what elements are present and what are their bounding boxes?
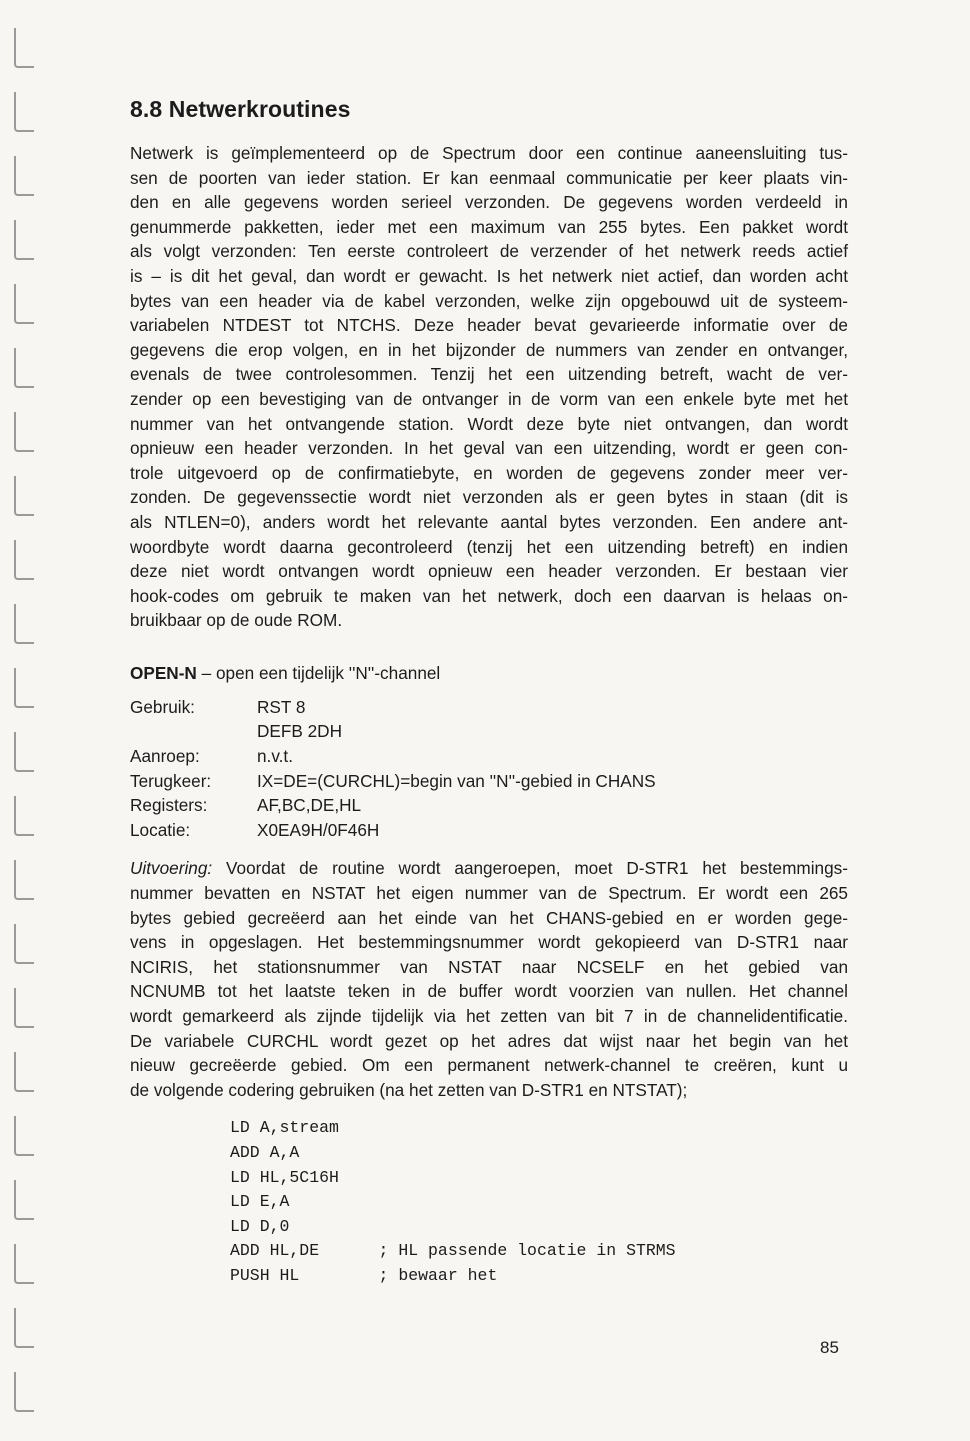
binding-mark — [14, 220, 34, 260]
binding-marks — [14, 0, 44, 1441]
text-line: zonden. De gegevenssectie wordt niet verzonden als er geen bytes in staan (dit is — [130, 487, 848, 508]
page-content — [130, 96, 848, 1289]
text-line: als NTLEN=0), anders wordt het relevante aantal bytes verzonden. Een andere ant- — [130, 511, 848, 532]
uitvoering-label: Uitvoering: — [130, 858, 213, 879]
code-listing — [230, 1116, 848, 1288]
text-line: variabelen NTDEST tot NTCHS. Deze header bevat gevarieerde informatie over de — [130, 315, 848, 336]
routine-name: OPEN-N — [130, 662, 197, 683]
routine-description: – open een tijdelijk ''N''-channel — [196, 662, 441, 683]
text-line: De variabele CURCHL wordt gezet op het adres dat wijst naar het begin van het — [130, 1030, 848, 1051]
spec-row — [130, 769, 656, 794]
binding-mark — [14, 1180, 34, 1220]
binding-mark — [14, 668, 34, 708]
text-line: nummer bevatten en NSTAT het eigen nummer van de Spectrum. Er wordt een 265 — [130, 883, 848, 904]
text-line — [130, 856, 848, 881]
spec-label: Gebruik: — [130, 696, 195, 717]
code-line: ADD A,A — [230, 1142, 300, 1162]
text-line: wordt gemarkeerd als zijnde tijdelijk via het zetten van bit 7 in de channelidentificatie. — [130, 1006, 848, 1026]
text-line: den en alle gegevens worden serieel verzonden. De gegevens worden verdeeld in — [130, 192, 848, 213]
routine-spec-table — [130, 695, 656, 843]
binding-mark — [14, 348, 34, 388]
text-line: zender op een bevestiging van de ontvanger in de vorm van een enkele byte met het — [130, 388, 848, 409]
text-line: trole uitgevoerd op de confirmatiebyte, en worden de gegevens zonder meer ver- — [130, 462, 848, 483]
binding-mark — [14, 1116, 34, 1156]
code-line: LD A,stream — [230, 1118, 339, 1138]
text-line: deze niet wordt ontvangen wordt opnieuw een header verzonden. Er bestaan vier — [130, 561, 848, 582]
spec-label — [130, 719, 257, 744]
binding-mark — [14, 540, 34, 580]
text-line: de volgende codering gebruiken (na het zetten van D-STR1 en NTSTAT); — [130, 1079, 688, 1100]
text-line: nummer van het ontvangende station. Wordt deze byte niet ontvangen, dan wordt — [130, 413, 848, 434]
spec-value: RST 8 — [257, 696, 306, 717]
binding-mark — [14, 1244, 34, 1284]
code-line: PUSH HL ; bewaar het — [230, 1265, 498, 1285]
spec-value: AF,BC,DE,HL — [257, 795, 362, 816]
spec-row — [130, 818, 656, 843]
routine-title — [130, 661, 848, 685]
binding-mark — [14, 1052, 34, 1092]
binding-mark — [14, 732, 34, 772]
code-line: LD E,A — [230, 1192, 290, 1212]
text-line: hook-codes om gebruik te maken van het netwerk, doch een daarvan is helaas on- — [130, 585, 848, 606]
binding-mark — [14, 476, 34, 516]
binding-mark — [14, 988, 34, 1028]
binding-mark — [14, 28, 34, 68]
text-line: gegevens die erop volgen, en in het bijzonder de nummers van zender en ontvanger, — [130, 339, 848, 360]
spec-value: n.v.t. — [257, 746, 293, 767]
spec-label: Aanroep: — [130, 746, 200, 767]
text-span: Voordat de routine wordt aangeroepen, moet D-STR1 het bestemmings- — [212, 858, 848, 879]
binding-mark — [14, 284, 34, 324]
spec-value: X0EA9H/0F46H — [257, 819, 380, 840]
code-line: LD D,0 — [230, 1216, 290, 1236]
text-line: als volgt verzonden: Ten eerste controleert de verzender of het netwerk reeds actief — [130, 241, 848, 262]
binding-mark — [14, 796, 34, 836]
text-line: NCNUMB tot het laatste teken in de buffer wordt voorzien van nullen. Het channel — [130, 981, 848, 1002]
spec-row — [130, 793, 656, 818]
text-line: nieuw gecreëerde gebied. Om een permanent netwerk-channel te creëren, kunt u — [130, 1055, 848, 1076]
spec-label: Terugkeer: — [130, 770, 212, 791]
text-line: genummerde pakketten, ieder met een maximum van 255 bytes. Een pakket wordt — [130, 216, 848, 237]
text-line: sen de poorten van ieder station. Er kan eenmaal communicatie per keer plaats vin- — [130, 167, 848, 188]
spec-value: IX=DE=(CURCHL)=begin van ''N''-gebied in CHANS — [257, 770, 656, 791]
code-line: ADD HL,DE ; HL passende locatie in STRMS — [230, 1241, 676, 1261]
text-line: bruikbaar op de oude ROM. — [130, 610, 343, 631]
spec-row — [130, 695, 656, 720]
spec-label: Registers: — [130, 795, 208, 816]
binding-mark — [14, 604, 34, 644]
text-line: woordbyte wordt daarna gecontroleerd (tenzij het een uitzending betreft) en indien — [130, 536, 848, 557]
binding-mark — [14, 1372, 34, 1412]
binding-mark — [14, 924, 34, 964]
binding-mark — [14, 1308, 34, 1348]
uitvoering-paragraph — [130, 856, 848, 1102]
binding-mark — [14, 156, 34, 196]
binding-mark — [14, 860, 34, 900]
text-line: NCIRIS, het stationsnummer van NSTAT naar NCSELF en het gebied van — [130, 956, 848, 977]
text-line: evenals de twee controlesommen. Tenzij het een uitzending betreft, wacht de ver- — [130, 364, 848, 385]
spec-label: Locatie: — [130, 819, 191, 840]
binding-mark — [14, 412, 34, 452]
code-line: LD HL,5C16H — [230, 1167, 339, 1187]
spec-value: DEFB 2DH — [257, 721, 342, 742]
text-line: is – is dit het geval, dan wordt er gewacht. Is het netwerk niet actief, dan worden acht — [130, 265, 848, 286]
text-line: bytes gebied gecreëerd aan het einde van het CHANS-gebied en er worden gege- — [130, 907, 848, 928]
binding-mark — [14, 92, 34, 132]
text-line: Netwerk is geïmplementeerd op de Spectrum door een continue aaneensluiting tus- — [130, 143, 848, 163]
spec-row — [130, 744, 656, 769]
text-line: bytes van een header via de kabel verzonden, welke zijn opgebouwd uit de systeem- — [130, 290, 848, 311]
section-heading: 8.8 Netwerkroutines — [130, 96, 351, 122]
text-line: opnieuw een header verzonden. In het geval van een uitzending, wordt er geen con- — [130, 438, 848, 459]
page-number: 85 — [820, 1338, 839, 1357]
spec-row — [130, 719, 656, 744]
intro-paragraph — [130, 141, 848, 633]
text-line: vens in opgeslagen. Het bestemmingsnummer wordt gekopieerd van D-STR1 naar — [130, 932, 848, 953]
